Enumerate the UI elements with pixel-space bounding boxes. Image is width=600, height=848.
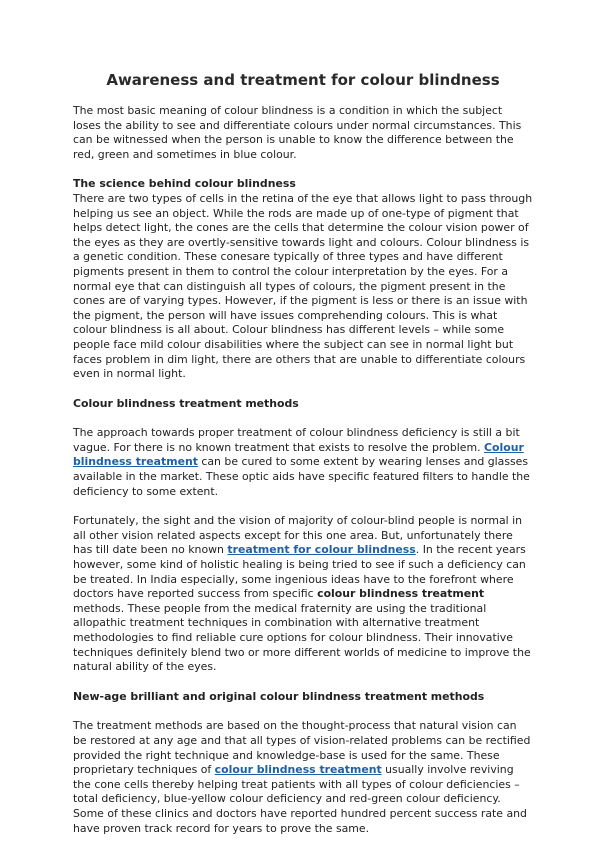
intro-paragraph: The most basic meaning of colour blindness is a condition in which the subject loses the ability to see and differentiate colours under normal circumstances. This can be witnessed when the person is unable to know the difference between the red, green and sometimes in blue colour.: [73, 104, 522, 161]
spacer: [73, 499, 533, 514]
newage-text-a: The treatment methods are based on the thought-process that natural vision can be restored at any age and that all types of vision-related problems can be rectified provided the right technique and knowledge-base is used for the same. These proprietary techniques of: [73, 719, 531, 777]
methods-p2-text-a: Fortunately, the sight and the vision of majority of colour-blind people is normal in all other vision related aspects except for this one area. But, unfortunately there has till date been no known: [73, 514, 523, 557]
spacer: [73, 162, 533, 177]
methods-p1-text-a: The approach towards proper treatment of colour blindness deficiency is still a bit vague. For there is no known treatment that exists to resolve the problem.: [73, 426, 520, 454]
treatment-for-colour-blindness-link[interactable]: treatment for colour blindness: [227, 543, 416, 557]
spacer: [73, 382, 533, 397]
document-title: Awareness and treatment for colour blindness: [106, 71, 500, 89]
newage-paragraph: [73, 719, 533, 836]
science-paragraph: There are two types of cells in the retina of the eye that allows light to pass through helping us see an object. While the rods are made up of one-type of pigment that helps detect light, the cones are the cells that determine the colour vision power of the eyes as they are overtly-sensitive towards light and colours. Colour blindness is a genetic condition. These conesare typically of three types and have different pigments present in them to control the colour interpretation by the eyes. For a normal eye that can distinguish all types of colours, the pigment present in the cones are of varying types. However, if the pigment is less or there is an issue with the pigment, the person will have issues comprehending colours. This is what colour blindness is all about. Colour blindness has different levels – while some people face mild colour disabilities where the subject can see in normal light but faces problem in dim light, there are others that are unable to differentiate colours even in normal light.: [73, 191, 533, 381]
document-page: [73, 70, 533, 836]
methods-paragraph-2: [73, 514, 533, 675]
newage-text-b: usually involve reviving the cone cells thereby helping treat patients with all types of colour deficiencies – total deficiency, blue-yellow colour deficiency and red-green colour deficiency. Some of these clinics and doctors have reported hundred percent success rate and have proven track record for years to prove the same.: [73, 763, 527, 835]
methods-p2-text-b: . In the recent years however, some kind of holistic healing is being tried to see if such a deficiency can be treated. In India especially, some ingenious ideas have to the forefront where doctors have reported success from specific: [73, 543, 526, 601]
methods-heading: Colour blindness treatment methods: [73, 396, 299, 410]
methods-p2-text-c: methods. These people from the medical fraternity are using the traditional allopathic treatment techniques in combination with alternative treatment methodologies to find reliable cure options for colour blindness. Their innovative techniques definitely blend two or more different worlds of medicine to improve the natural ability of the eyes.: [73, 601, 531, 674]
colour-blindness-treatment-link[interactable]: Colour blindness treatment: [73, 440, 524, 469]
methods-paragraph-1: [73, 426, 533, 499]
colour-blindness-treatment-link-2[interactable]: colour blindness treatment: [214, 763, 382, 777]
methods-p1-text-b: can be cured to some extent by wearing lenses and glasses available in the market. These optic aids have specific featured filters to handle the deficiency to some extent.: [73, 455, 530, 498]
methods-p2-bold: colour blindness treatment: [317, 587, 485, 601]
spacer: [73, 675, 533, 690]
science-heading: The science behind colour blindness: [73, 177, 296, 191]
newage-heading: New-age brilliant and original colour blindness treatment methods: [73, 689, 485, 703]
